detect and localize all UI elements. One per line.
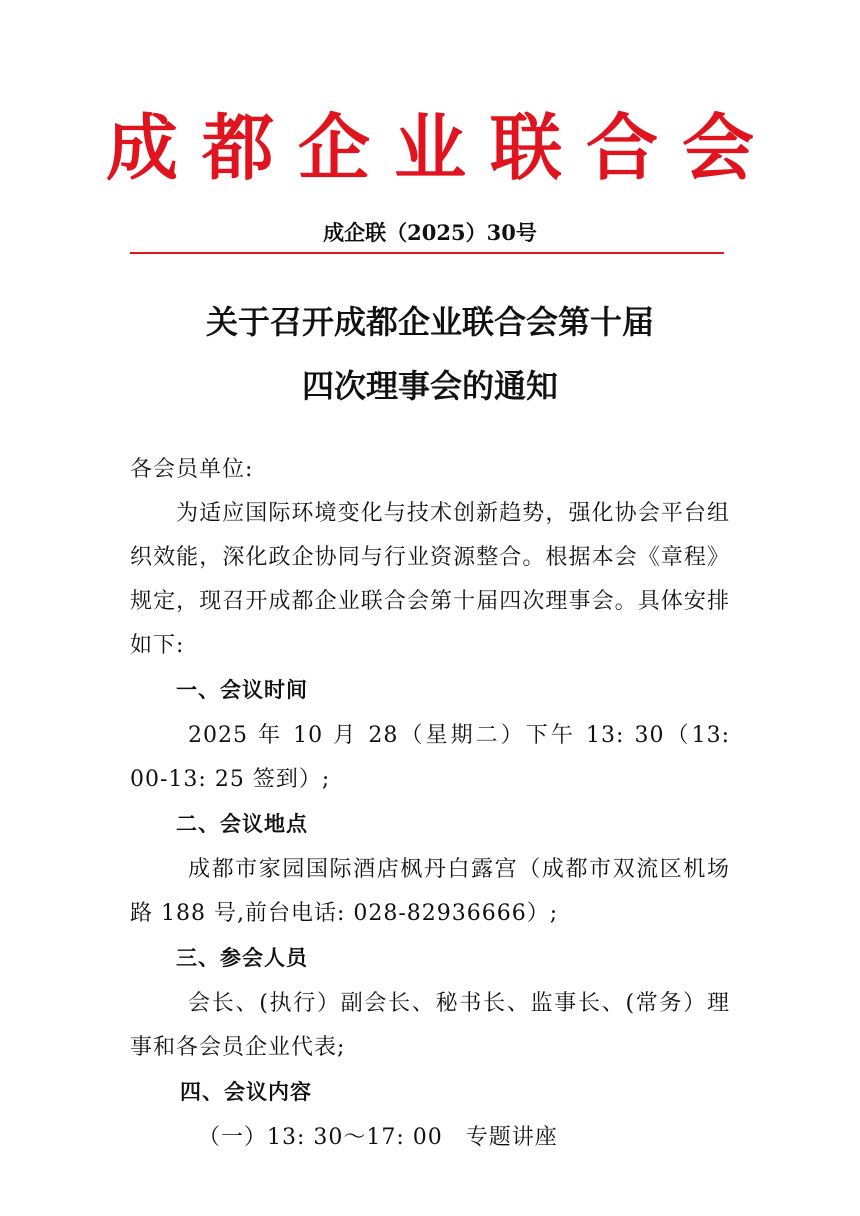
section-heading-time: 一、会议时间 xyxy=(176,678,308,702)
attendees-text: 会长、(执行）副会长、秘书长、监事长、(常务）理事和各会员企业代表; xyxy=(130,991,730,1060)
salutation: 各会员单位: xyxy=(130,457,254,482)
org-letterhead-title: 成都企业联合会 xyxy=(105,105,778,190)
section-heading-venue: 二、会议地点 xyxy=(176,812,308,836)
document-number: 成企联（2025）30号 xyxy=(323,220,537,245)
section-heading-attendees: 三、参会人员 xyxy=(176,946,308,970)
letterhead-divider xyxy=(130,252,724,254)
section-heading-content: 四、会议内容 xyxy=(180,1080,312,1104)
notice-title-line-1: 关于召开成都企业联合会第十届 xyxy=(205,303,654,341)
meeting-time-text: 2025 年 10 月 28（星期二）下午 13: 30（13: 00-13: 25 签到）; xyxy=(130,723,730,792)
meeting-venue-text: 成都市家园国际酒店枫丹白露宫（成都市双流区机场路 188 号,前台电话: 028-82936666）; xyxy=(130,857,730,926)
content-item-1: （一）13: 30～17: 00 专题讲座 xyxy=(198,1125,558,1150)
intro-paragraph: 为适应国际环境变化与技术创新趋势，强化协会平台组织效能，深化政企协同与行业资源整合。根据本会《章程》规定，现召开成都企业联合会第十届四次理事会。具体安排如下: xyxy=(130,501,730,658)
notice-title-line-2: 四次理事会的通知 xyxy=(301,367,558,405)
